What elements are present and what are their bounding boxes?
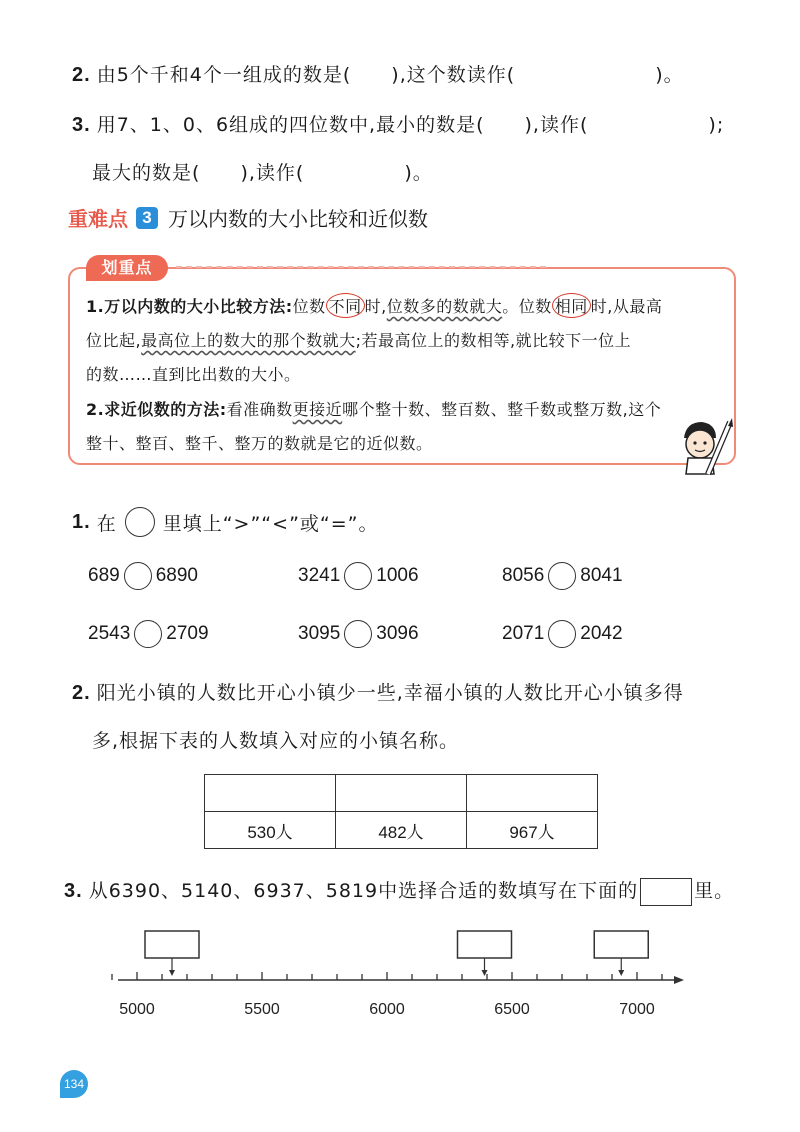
exercise-1: 1. 在 里填上“>”“<”或“=”。 (72, 507, 379, 537)
question-3: 3. 用7、1、0、6组成的四位数中,最小的数是( ),读作( ); (72, 110, 724, 137)
table-row (205, 775, 598, 812)
key-point-2-line2: 整十、整百、整千、整万的数就是它的近似数。 (86, 434, 433, 453)
compare-circle[interactable] (344, 562, 372, 590)
question-3-line2: 最大的数是( ),读作( )。 (92, 158, 433, 185)
axis-tick-label: 6000 (369, 1001, 405, 1018)
circled-word: 相同 (552, 293, 591, 318)
emphasis: 更接近 (292, 400, 343, 419)
compare-item: 2543 2709 (88, 620, 209, 648)
answer-blank[interactable] (351, 60, 391, 87)
compare-item: 689 6890 (88, 562, 198, 590)
axis-tick-label: 7000 (619, 1001, 655, 1018)
answer-blank[interactable] (200, 158, 240, 185)
section-heading: 万以内数的大小比较和近似数 (168, 207, 428, 231)
compare-circle[interactable] (548, 562, 576, 590)
question-number: 2. (72, 64, 91, 86)
number-line (0, 920, 800, 1030)
answer-blank[interactable] (515, 60, 655, 87)
population-cell: 967人 (467, 812, 598, 849)
compare-item: 3241 1006 (298, 562, 419, 590)
answer-blank[interactable] (588, 110, 708, 137)
answer-box (594, 931, 648, 958)
section-title (68, 203, 428, 232)
compare-item: 8056 8041 (502, 562, 623, 590)
page-number: 134 (60, 1070, 88, 1098)
circle-icon (125, 507, 155, 537)
table-row (205, 812, 598, 849)
compare-circle[interactable] (124, 562, 152, 590)
axis-arrow-icon (674, 976, 684, 984)
town-table (204, 774, 598, 849)
key-point-1: 1.万以内数的大小比较方法:位数 不同 时,位数多的数就大。位数 相同 时,从最高 (86, 293, 662, 318)
exercise-3: 3. 从6390、5140、6937、5819中选择合适的数填写在下面的 里。 (64, 876, 734, 906)
compare-circle[interactable] (548, 620, 576, 648)
axis-tick-label: 5000 (119, 1001, 155, 1018)
exercise-2-line2: 多,根据下表的人数填入对应的小镇名称。 (92, 730, 460, 752)
question-2: 2. 由5个千和4个一组成的数是( ),这个数读作( )。 (72, 60, 684, 87)
emphasis: 位数多的数就大 (386, 297, 503, 316)
circled-word: 不同 (326, 293, 365, 318)
question-number: 2. (72, 682, 91, 704)
key-point-1-line3: 的数……直到比出数的大小。 (86, 365, 301, 384)
compare-circle[interactable] (344, 620, 372, 648)
town-name-cell[interactable] (205, 775, 336, 812)
axis-tick-label: 6500 (494, 1001, 530, 1018)
answer-blank[interactable] (304, 158, 404, 185)
key-point-2: 2.求近似数的方法:看准确数更接近哪个整十数、整百数、整千数或整万数,这个 (86, 400, 662, 419)
section-badge: 3 (136, 207, 158, 229)
key-points-tag: 划重点 (86, 255, 168, 281)
exercise-2: 2. 阳光小镇的人数比开心小镇少一些,幸福小镇的人数比开心小镇多得 (72, 682, 684, 704)
answer-box-icon (640, 878, 692, 906)
compare-circle[interactable] (134, 620, 162, 648)
emphasis: 最高位上的数大的那个数就大 (141, 331, 356, 350)
section-prefix: 重难点 (68, 207, 128, 231)
question-number: 1. (72, 510, 91, 533)
answer-blank[interactable] (485, 110, 525, 137)
answer-box (458, 931, 512, 958)
axis-tick-label: 5500 (244, 1001, 280, 1018)
question-number: 3. (72, 114, 91, 136)
divider (176, 266, 546, 268)
compare-item: 3095 3096 (298, 620, 419, 648)
key-point-1-line2: 位比起,最高位上的数大的那个数就大;若最高位上的数相等,就比较下一位上 (86, 331, 632, 350)
pointer-arrow-icon (618, 970, 624, 976)
answer-box (145, 931, 199, 958)
population-cell: 530人 (205, 812, 336, 849)
town-name-cell[interactable] (336, 775, 467, 812)
pointer-arrow-icon (169, 970, 175, 976)
question-number: 3. (64, 880, 83, 902)
compare-item: 2071 2042 (502, 620, 623, 648)
cartoon-boy-pencil-icon (670, 416, 736, 476)
town-name-cell[interactable] (467, 775, 598, 812)
population-cell: 482人 (336, 812, 467, 849)
